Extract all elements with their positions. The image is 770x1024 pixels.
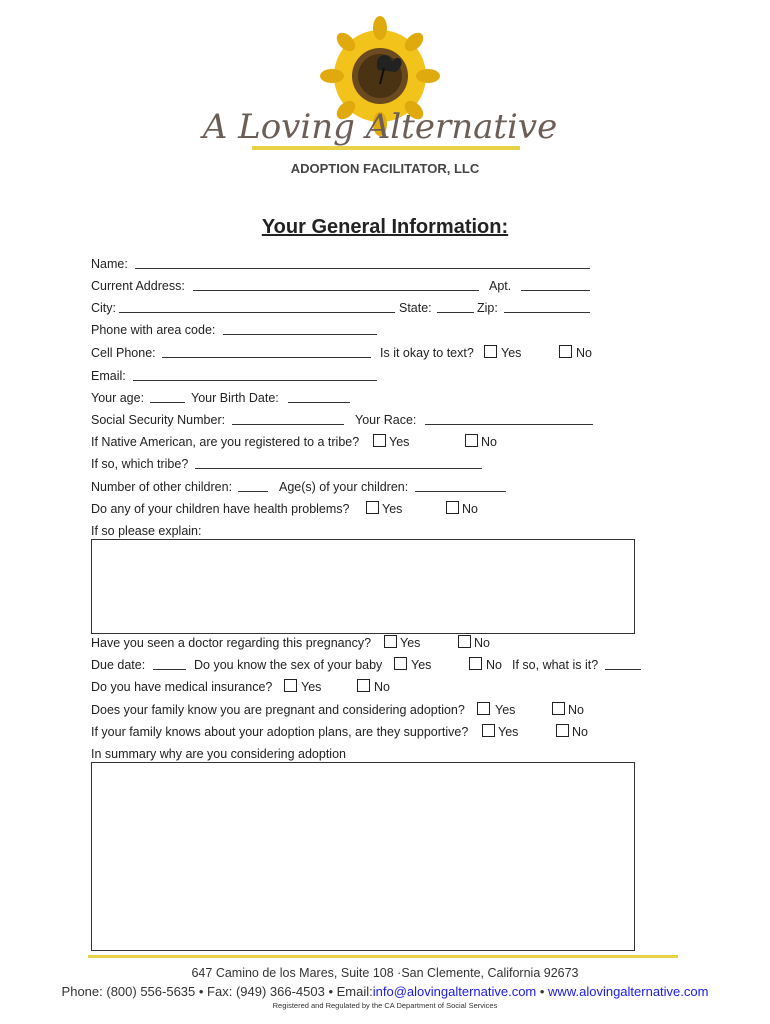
doctor-label: Have you seen a doctor regarding this pregnancy? bbox=[91, 636, 372, 650]
race-label: Your Race: bbox=[355, 413, 417, 427]
text-no-checkbox[interactable] bbox=[559, 345, 572, 358]
footer-registered: Registered and Regulated by the CA Department of Social Services bbox=[272, 1001, 498, 1010]
native-no-checkbox[interactable] bbox=[465, 434, 478, 447]
company-logo bbox=[0, 0, 770, 190]
ssn-label: Social Security Number: bbox=[91, 413, 226, 427]
family-support-no-label: No bbox=[572, 725, 588, 739]
doctor-yes-checkbox[interactable] bbox=[384, 635, 397, 648]
family-know-label: Does your family know you are pregnant and considering adoption? bbox=[91, 703, 465, 717]
sex-what-field[interactable] bbox=[605, 669, 641, 670]
health-no-checkbox[interactable] bbox=[446, 501, 459, 514]
doctor-yes-label: Yes bbox=[400, 636, 421, 650]
native-yes-checkbox[interactable] bbox=[373, 434, 386, 447]
apt-field[interactable] bbox=[521, 290, 590, 291]
email-label: Email: bbox=[91, 369, 126, 383]
family-know-yes-checkbox[interactable] bbox=[477, 702, 490, 715]
zip-field[interactable] bbox=[504, 312, 590, 313]
num-children-label: Number of other children: bbox=[91, 480, 233, 494]
family-support-label: If your family knows about your adoption plans, are they supportive? bbox=[91, 725, 469, 739]
ages-children-field[interactable] bbox=[415, 491, 506, 492]
page-title: Your General Information: bbox=[261, 216, 509, 238]
text-yes-checkbox[interactable] bbox=[484, 345, 497, 358]
age-field[interactable] bbox=[150, 402, 185, 403]
state-field[interactable] bbox=[437, 312, 474, 313]
family-support-yes-label: Yes bbox=[498, 725, 519, 739]
family-know-no-checkbox[interactable] bbox=[552, 702, 565, 715]
insurance-no-label: No bbox=[374, 680, 390, 694]
due-field[interactable] bbox=[153, 669, 186, 670]
due-label: Due date: bbox=[91, 658, 146, 672]
footer-sep: • bbox=[324, 984, 337, 999]
logo-subtitle: ADOPTION FACILITATOR, LLC bbox=[290, 161, 480, 176]
address-label: Current Address: bbox=[91, 279, 185, 293]
health-no-label: No bbox=[462, 502, 478, 516]
logo-brand: A Loving Alternative bbox=[202, 107, 558, 147]
city-label: City: bbox=[91, 301, 116, 315]
name-field[interactable] bbox=[135, 268, 590, 269]
name-label: Name: bbox=[91, 257, 128, 271]
footer-email-label: Email: bbox=[336, 984, 373, 999]
footer-phone: Phone: (800) 556-5635 bbox=[61, 984, 196, 999]
doctor-no-label: No bbox=[474, 636, 490, 650]
text-ok-label: Is it okay to text? bbox=[380, 346, 474, 360]
insurance-no-checkbox[interactable] bbox=[357, 679, 370, 692]
footer-fax: Fax: (949) 366-4503 bbox=[207, 984, 325, 999]
phone-field[interactable] bbox=[223, 334, 377, 335]
footer-sep: • bbox=[195, 984, 208, 999]
num-children-field[interactable] bbox=[238, 491, 268, 492]
birth-field[interactable] bbox=[288, 402, 350, 403]
summary-textarea[interactable] bbox=[91, 762, 635, 951]
race-field[interactable] bbox=[425, 424, 593, 425]
native-label: If Native American, are you registered to a tribe? bbox=[91, 435, 360, 449]
explain-textarea[interactable] bbox=[91, 539, 635, 634]
sex-label: Do you know the sex of your baby bbox=[194, 658, 383, 672]
footer-sep: • bbox=[536, 984, 549, 999]
text-no-label: No bbox=[576, 346, 592, 360]
family-support-no-checkbox[interactable] bbox=[556, 724, 569, 737]
sex-no-checkbox[interactable] bbox=[469, 657, 482, 670]
native-no-label: No bbox=[481, 435, 497, 449]
summary-label: In summary why are you considering adoption bbox=[91, 747, 346, 761]
birth-label: Your Birth Date: bbox=[191, 391, 279, 405]
insurance-label: Do you have medical insurance? bbox=[91, 680, 273, 694]
doctor-no-checkbox[interactable] bbox=[458, 635, 471, 648]
address-field[interactable] bbox=[193, 290, 479, 291]
family-know-no-label: No bbox=[568, 703, 584, 717]
footer-website-link[interactable]: www.alovingalternative.com bbox=[548, 984, 709, 999]
tribe-field[interactable] bbox=[195, 468, 482, 469]
city-field[interactable] bbox=[119, 312, 395, 313]
insurance-yes-label: Yes bbox=[301, 680, 322, 694]
apt-label: Apt. bbox=[489, 279, 512, 293]
text-yes-label: Yes bbox=[501, 346, 522, 360]
ssn-field[interactable] bbox=[232, 424, 344, 425]
family-support-yes-checkbox[interactable] bbox=[482, 724, 495, 737]
insurance-yes-checkbox[interactable] bbox=[284, 679, 297, 692]
cell-field[interactable] bbox=[162, 357, 371, 358]
footer-email-link[interactable]: info@alovingalternative.com bbox=[372, 984, 537, 999]
explain-label: If so please explain: bbox=[91, 524, 202, 538]
footer-address: 647 Camino de los Mares, Suite 108 ·San Clemente, California 92673 bbox=[191, 966, 579, 980]
email-field[interactable] bbox=[133, 380, 377, 381]
zip-label: Zip: bbox=[477, 301, 498, 315]
health-yes-label: Yes bbox=[382, 502, 403, 516]
family-know-yes-label: Yes bbox=[495, 703, 516, 717]
footer-rule bbox=[88, 955, 678, 958]
age-label: Your age: bbox=[91, 391, 145, 405]
phone-label: Phone with area code: bbox=[91, 323, 216, 337]
cell-label: Cell Phone: bbox=[91, 346, 156, 360]
health-yes-checkbox[interactable] bbox=[366, 501, 379, 514]
sex-yes-label: Yes bbox=[411, 658, 432, 672]
health-label: Do any of your children have health problems? bbox=[91, 502, 350, 516]
native-yes-label: Yes bbox=[389, 435, 410, 449]
state-label: State: bbox=[399, 301, 432, 315]
ages-children-label: Age(s) of your children: bbox=[279, 480, 409, 494]
sex-what-label: If so, what is it? bbox=[512, 658, 599, 672]
footer-contact bbox=[0, 984, 770, 999]
tribe-label: If so, which tribe? bbox=[91, 457, 189, 471]
sex-no-label: No bbox=[486, 658, 502, 672]
sex-yes-checkbox[interactable] bbox=[394, 657, 407, 670]
